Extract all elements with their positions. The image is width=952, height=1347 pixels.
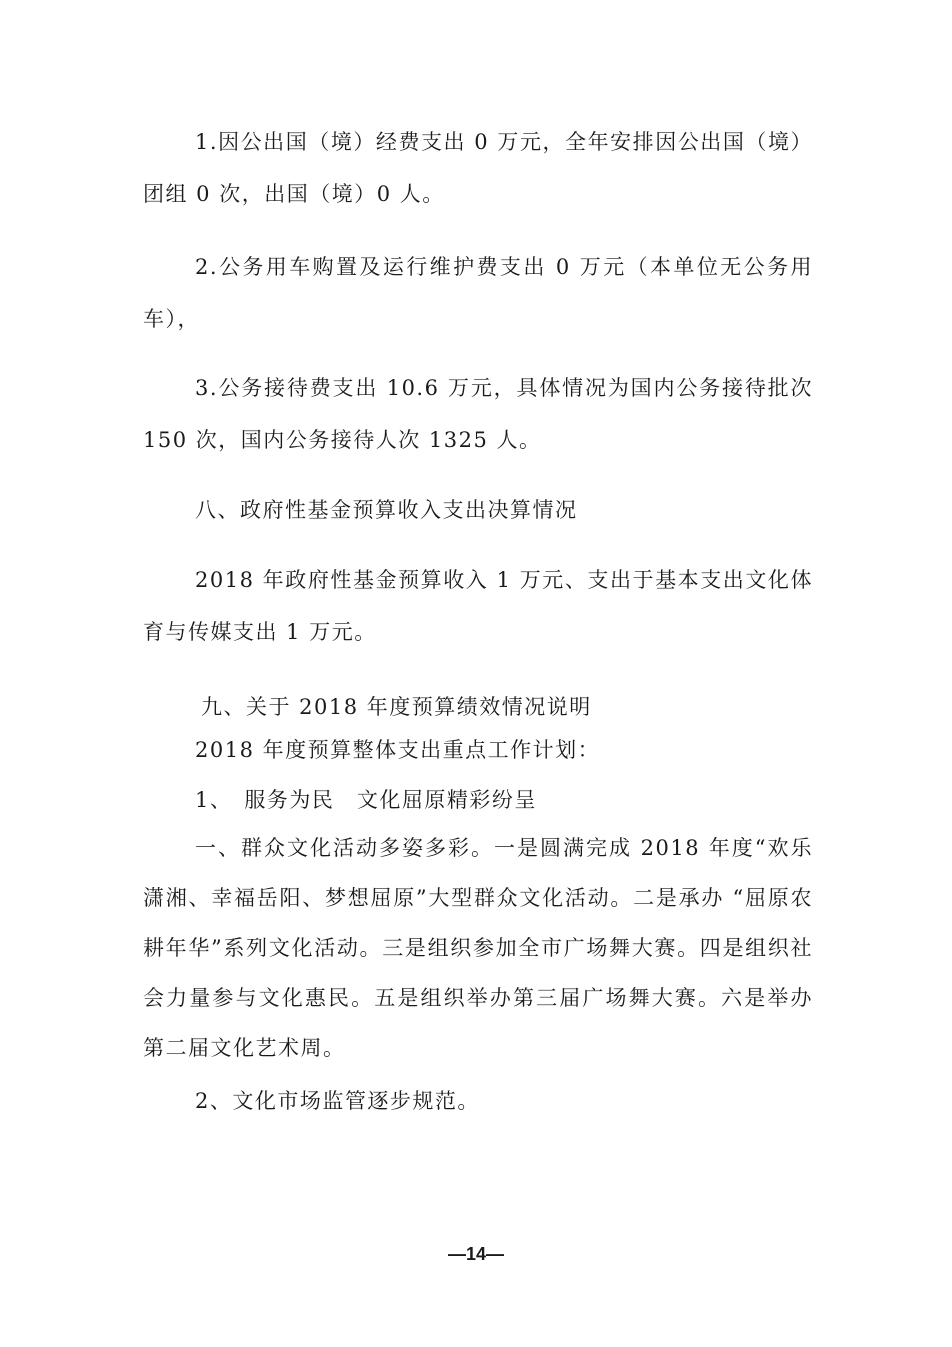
section-heading-performance: 九、关于 2018 年度预算绩效情况说明: [201, 695, 592, 719]
paragraph-government-fund: 2018 年政府性基金预算收入 1 万元、支出于基本支出文化体育与传媒支出 1 万元。: [143, 568, 813, 644]
section-heading-government-fund: 八、政府性基金预算收入支出决算情况: [195, 498, 578, 522]
subheading-market-supervision: 2、文化市场监管逐步规范。: [195, 1089, 480, 1113]
paragraph-work-plan-intro: 2018 年度预算整体支出重点工作计划：: [195, 738, 601, 762]
paragraph-reception-expense: 3.公务接待费支出 10.6 万元，具体情况为国内公务接待批次 150 次，国内公务接待人次 1325 人。: [143, 376, 813, 452]
paragraph-cultural-activities: 一、群众文化活动多姿多彩。一是圆满完成 2018 年度“欢乐潇湘、幸福岳阳、梦想屈原”大型群众文化活动。二是承办 “屈原农耕年华”系列文化活动。三是组织参加全市广场舞大赛。四是组织社会力量参与文化惠民。五是组织举办第三届广场舞大赛。六是举办第二届文化艺术周。: [143, 836, 813, 1060]
page-number: —14—: [447, 1244, 505, 1264]
paragraph-official-vehicle-expense: 2.公务用车购置及运行维护费支出 0 万元（本单位无公务用车），: [143, 255, 813, 331]
subheading-service-for-people: 1、 服务为民 文化屈原精彩纷呈: [195, 788, 537, 812]
paragraph-overseas-travel-expense: 1.因公出国（境）经费支出 0 万元，全年安排因公出国（境）团组 0 次，出国（境）0 人。: [143, 130, 813, 206]
